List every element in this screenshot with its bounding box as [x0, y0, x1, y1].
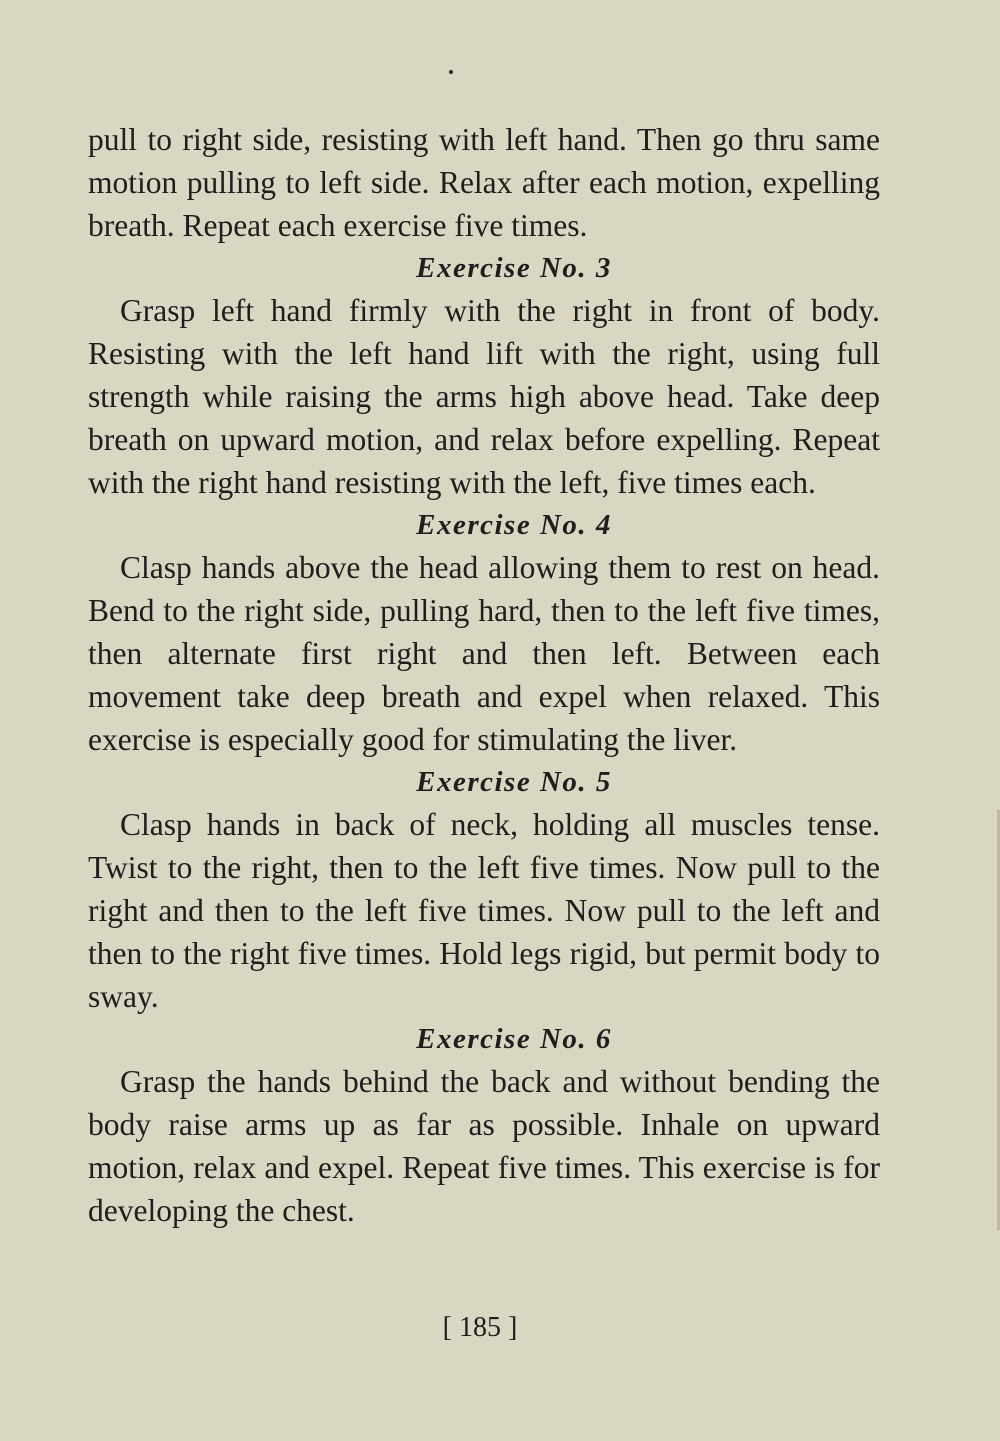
paragraph-exercise-5: Clasp hands in back of neck, holding all muscles tense. Twist to the right, then to the left five times. Now pull to the right and then to the left five times. Now pull to the left and then to the right five times. Hold legs rigid, but permit body to sway. [88, 807, 880, 1014]
heading-exercise-4: Exercise No. 4 [416, 509, 612, 541]
page-number [0, 1312, 1000, 1344]
page-number-text: [ 185 ] [442, 1312, 518, 1343]
print-mark [449, 70, 453, 74]
paragraph-exercise-3: Grasp left hand firmly with the right in front of body. Resisting with the left hand lift with the right, using full strength while raising the arms high above head. Take deep breath on upward motion, and relax before expelling. Repeat with the right hand resisting with the left, five times each. [88, 293, 880, 500]
page-body [88, 118, 880, 1232]
heading-exercise-3: Exercise No. 3 [416, 252, 612, 284]
heading-exercise-6: Exercise No. 6 [416, 1023, 612, 1055]
paragraph-exercise-6: Grasp the hands behind the back and without bending the body raise arms up as far as possible. Inhale on upward motion, relax and expel. Repeat five times. This exercise is for developing the chest. [88, 1064, 880, 1228]
heading-exercise-5: Exercise No. 5 [416, 766, 612, 798]
paragraph-continued: pull to right side, resisting with left hand. Then go thru same motion pulling to left side. Relax after each motion, expelling breath. Repeat each exercise five times. [88, 122, 880, 243]
paragraph-exercise-4: Clasp hands above the head allowing them to rest on head. Bend to the right side, pulling hard, then to the left five times, then alternate first right and then left. Between each movement take deep breath and expel when relaxed. This exercise is especially good for stimulating the liver. [88, 550, 880, 757]
